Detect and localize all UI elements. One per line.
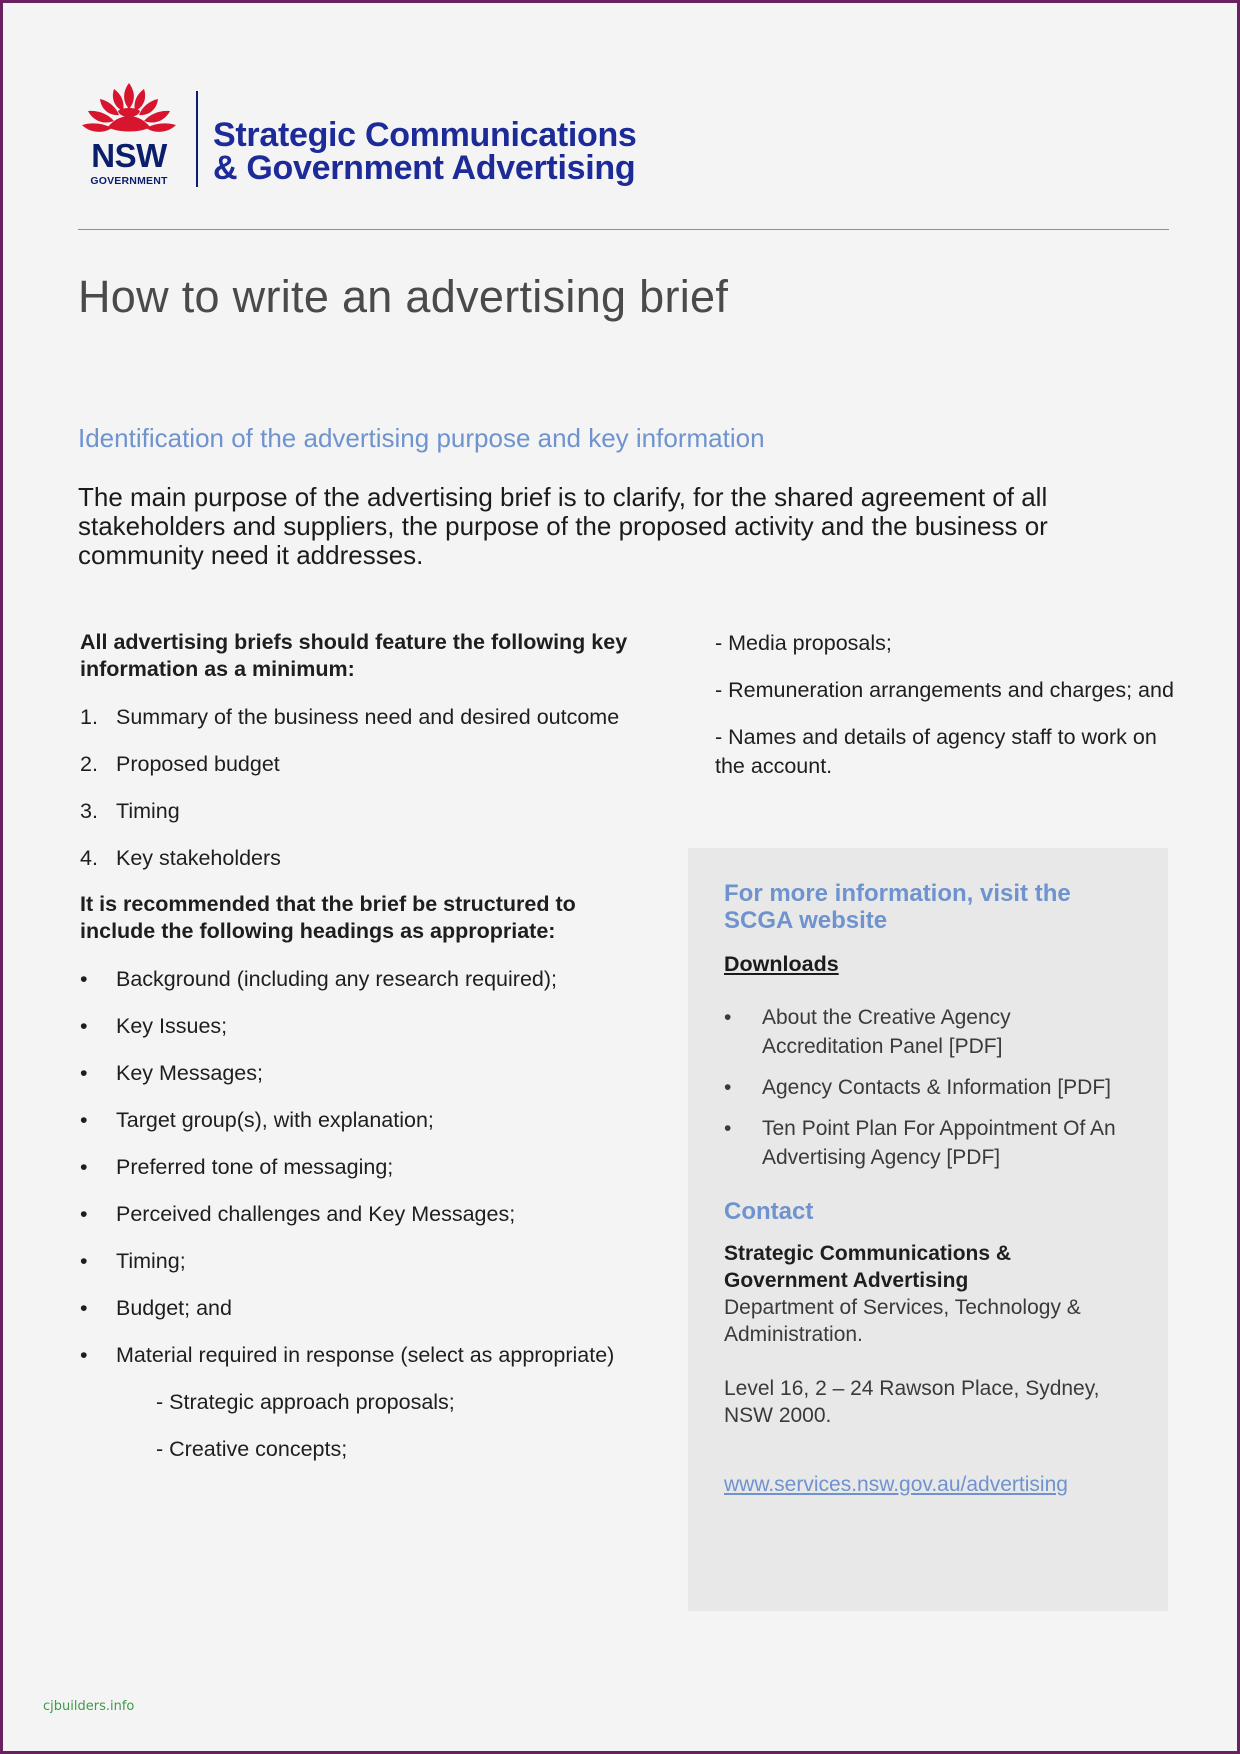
page-title: How to write an advertising brief [78,271,729,322]
header-divider [78,229,1169,230]
list-item: 1. Summary of the business need and desired outcome [80,705,620,729]
list-item: 4. Key stakeholders [80,846,281,870]
downloads-list [724,1003,1134,1172]
list-item: - Remuneration arrangements and charges; and [715,678,1174,702]
section-heading: Identification of the advertising purpose and key information [78,423,765,453]
logo-government-text: GOVERNMENT [90,175,168,187]
org-name-line2: & Government Advertising [213,149,636,187]
list-item: - Names and details of agency staff to work on the account. [715,725,1157,778]
list-item: • Budget; and [80,1296,232,1320]
list-item: 3. Timing [80,799,180,823]
intro-paragraph: The main purpose of the advertising brief is to clarify, for the shared agreement of all stakeholders and suppliers, the purpose of the proposed activity and the business or community need it addresses. [78,482,1048,570]
list-item: • Preferred tone of messaging; [80,1155,394,1179]
list-item: • Key Issues; [80,1014,228,1038]
list-item: • Background (including any research required); [80,967,557,991]
contact-department: Department of Services, Technology & Administration. [724,1296,1081,1346]
list-item: • Key Messages; [80,1061,263,1085]
website-link[interactable]: www.services.nsw.gov.au/advertising [724,1473,1068,1496]
download-item[interactable]: • Agency Contacts & Information [PDF] [724,1076,1111,1099]
organisation-name [213,116,637,187]
waratah-icon [78,81,180,143]
list-item: • Timing; [80,1249,186,1273]
list-item: 2. Proposed budget [80,752,280,776]
logo-divider [196,91,198,187]
info-box-title: For more information, visit the SCGA website [724,880,1071,934]
info-box [688,848,1168,1611]
contact-heading: Contact [724,1198,814,1225]
headings-lead: It is recommended that the brief be structured to include the following headings as appropriate: [80,892,576,943]
list-item: - Strategic approach proposals; [156,1390,455,1414]
headings-list [80,965,640,1370]
right-column [715,629,1175,799]
material-sub-list [80,1388,640,1464]
list-item: • Perceived challenges and Key Messages; [80,1202,516,1226]
left-column [80,629,640,1482]
nsw-government-logo [78,81,180,191]
key-info-list [80,703,640,873]
downloads-link[interactable]: Downloads [724,952,839,976]
org-name-line1: Strategic Communications [213,116,637,154]
list-item: - Creative concepts; [156,1437,348,1461]
contact-address: Level 16, 2 – 24 Rawson Place, Sydney, NSW 2000. [724,1377,1100,1427]
download-item[interactable]: • Ten Point Plan For Appointment Of An Advertising Agency [PDF] [724,1117,1116,1169]
list-item: • Target group(s), with explanation; [80,1108,434,1132]
list-item: - Media proposals; [715,631,892,655]
download-item[interactable]: • About the Creative Agency Accreditation Panel [PDF] [724,1006,1011,1058]
contact-organisation: Strategic Communications & Government Advertising [724,1242,1012,1292]
watermark: cjbuilders.info [43,1699,135,1714]
logo-nsw-text: NSW [91,137,167,174]
list-item: • Material required in response (select as appropriate) [80,1343,615,1367]
key-info-lead: All advertising briefs should feature the following key information as a minimum: [80,630,628,681]
